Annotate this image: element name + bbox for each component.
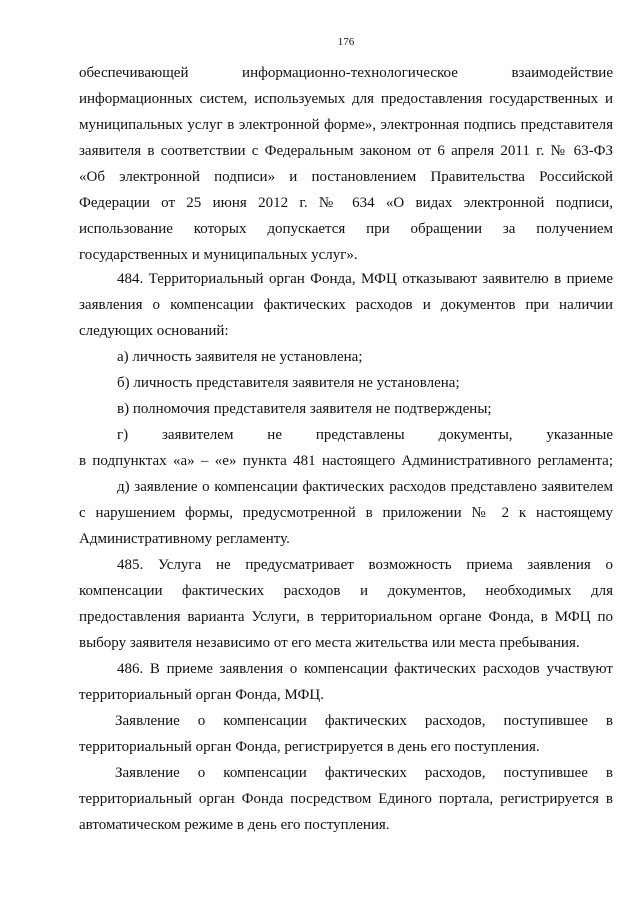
text-line: в подпунктах «а» – «е» пункта 481 настоящего Административного регламента; xyxy=(79,453,613,469)
paragraph-statement-1: Заявление о компенсации фактических расходов, поступившее в xyxy=(115,713,613,729)
list-item-g: г) заявителем не представлены документы, указанные xyxy=(117,427,613,443)
list-item-d: д) заявление о компенсации фактических расходов представлено заявителем xyxy=(117,479,613,495)
text-line: Административному регламенту. xyxy=(79,531,290,547)
list-item-v: в) полномочия представителя заявителя не подтверждены; xyxy=(117,401,492,417)
list-item-b: б) личность представителя заявителя не установлена; xyxy=(117,375,460,391)
paragraph-statement-2: Заявление о компенсации фактических расходов, поступившее в xyxy=(115,765,613,781)
text-line: заявителя в соответствии с Федеральным законом от 6 апреля 2011 г. № 63-ФЗ xyxy=(79,143,613,159)
paragraph-485-start: 485. Услуга не предусматривает возможность приема заявления о xyxy=(117,557,613,573)
text-line: использование которых допускается при обращении за получением xyxy=(79,221,613,237)
text-line: Федерации от 25 июня 2012 г. № 634 «О видах электронной подписи, xyxy=(79,195,613,211)
text-line: информационных систем, используемых для предоставления государственных и xyxy=(79,91,613,107)
text-line: муниципальных услуг в электронной форме», электронная подпись представителя xyxy=(79,117,613,133)
text-line: автоматическом режиме в день его поступления. xyxy=(79,817,390,833)
text-line: следующих оснований: xyxy=(79,323,229,339)
paragraph-486-start: 486. В приеме заявления о компенсации фактических расходов участвуют xyxy=(117,661,613,677)
text-line: выбору заявителя независимо от его места жительства или места пребывания. xyxy=(79,635,580,651)
text-line: территориальный орган Фонда, МФЦ. xyxy=(79,687,324,703)
text-line: территориальный орган Фонда, регистрируется в день его поступления. xyxy=(79,739,540,755)
text-line: предоставления варианта Услуги, в территориальном органе Фонда, в МФЦ по xyxy=(79,609,613,625)
text-line: «Об электронной подписи» и постановлением Правительства Российской xyxy=(79,169,613,185)
text-line: компенсации фактических расходов и документов, необходимых для xyxy=(79,583,613,599)
text-line: заявления о компенсации фактических расходов и документов при наличии xyxy=(79,297,613,313)
page-number: 176 xyxy=(337,36,355,48)
text-line: территориальный орган Фонда посредством Единого портала, регистрируется в xyxy=(79,791,613,807)
text-line: с нарушением формы, предусмотренной в приложении № 2 к настоящему xyxy=(79,505,613,521)
list-item-a: а) личность заявителя не установлена; xyxy=(117,349,363,365)
text-line: обеспечивающей информационно-технологическое взаимодействие xyxy=(79,65,613,81)
paragraph-484-start: 484. Территориальный орган Фонда, МФЦ отказывают заявителю в приеме xyxy=(117,271,613,287)
text-line: государственных и муниципальных услуг». xyxy=(79,247,358,263)
